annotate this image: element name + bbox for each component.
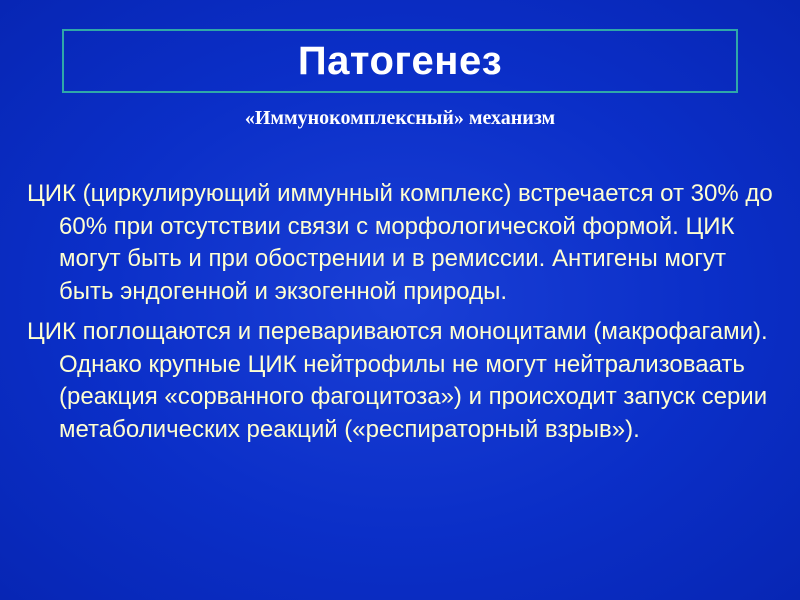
- body-text: [27, 178, 787, 446]
- paragraph-cik-occurrence: ЦИК (циркулирующий иммунный комплекс) встречается от 30% до 60% при отсутствии связи с морфологической формой. ЦИК могут быть и при обострении и в ремиссии. Антигены могут быть эндогенной и экзогенной природы.: [27, 180, 773, 305]
- paragraph-cik-phagocytosis: ЦИК поглощаются и перевариваются моноцитами (макрофагами). Однако крупные ЦИК нейтрофилы не могут нейтрализоваать (реакция «сорванного фагоцитоза») и происходит запуск серии метаболических реакций («респираторный взрыв»).: [27, 318, 768, 443]
- slide-title: Патогенез: [297, 39, 503, 83]
- slide-subtitle: «Иммунокомплексный» механизм: [244, 107, 556, 129]
- title-frame: [62, 29, 738, 93]
